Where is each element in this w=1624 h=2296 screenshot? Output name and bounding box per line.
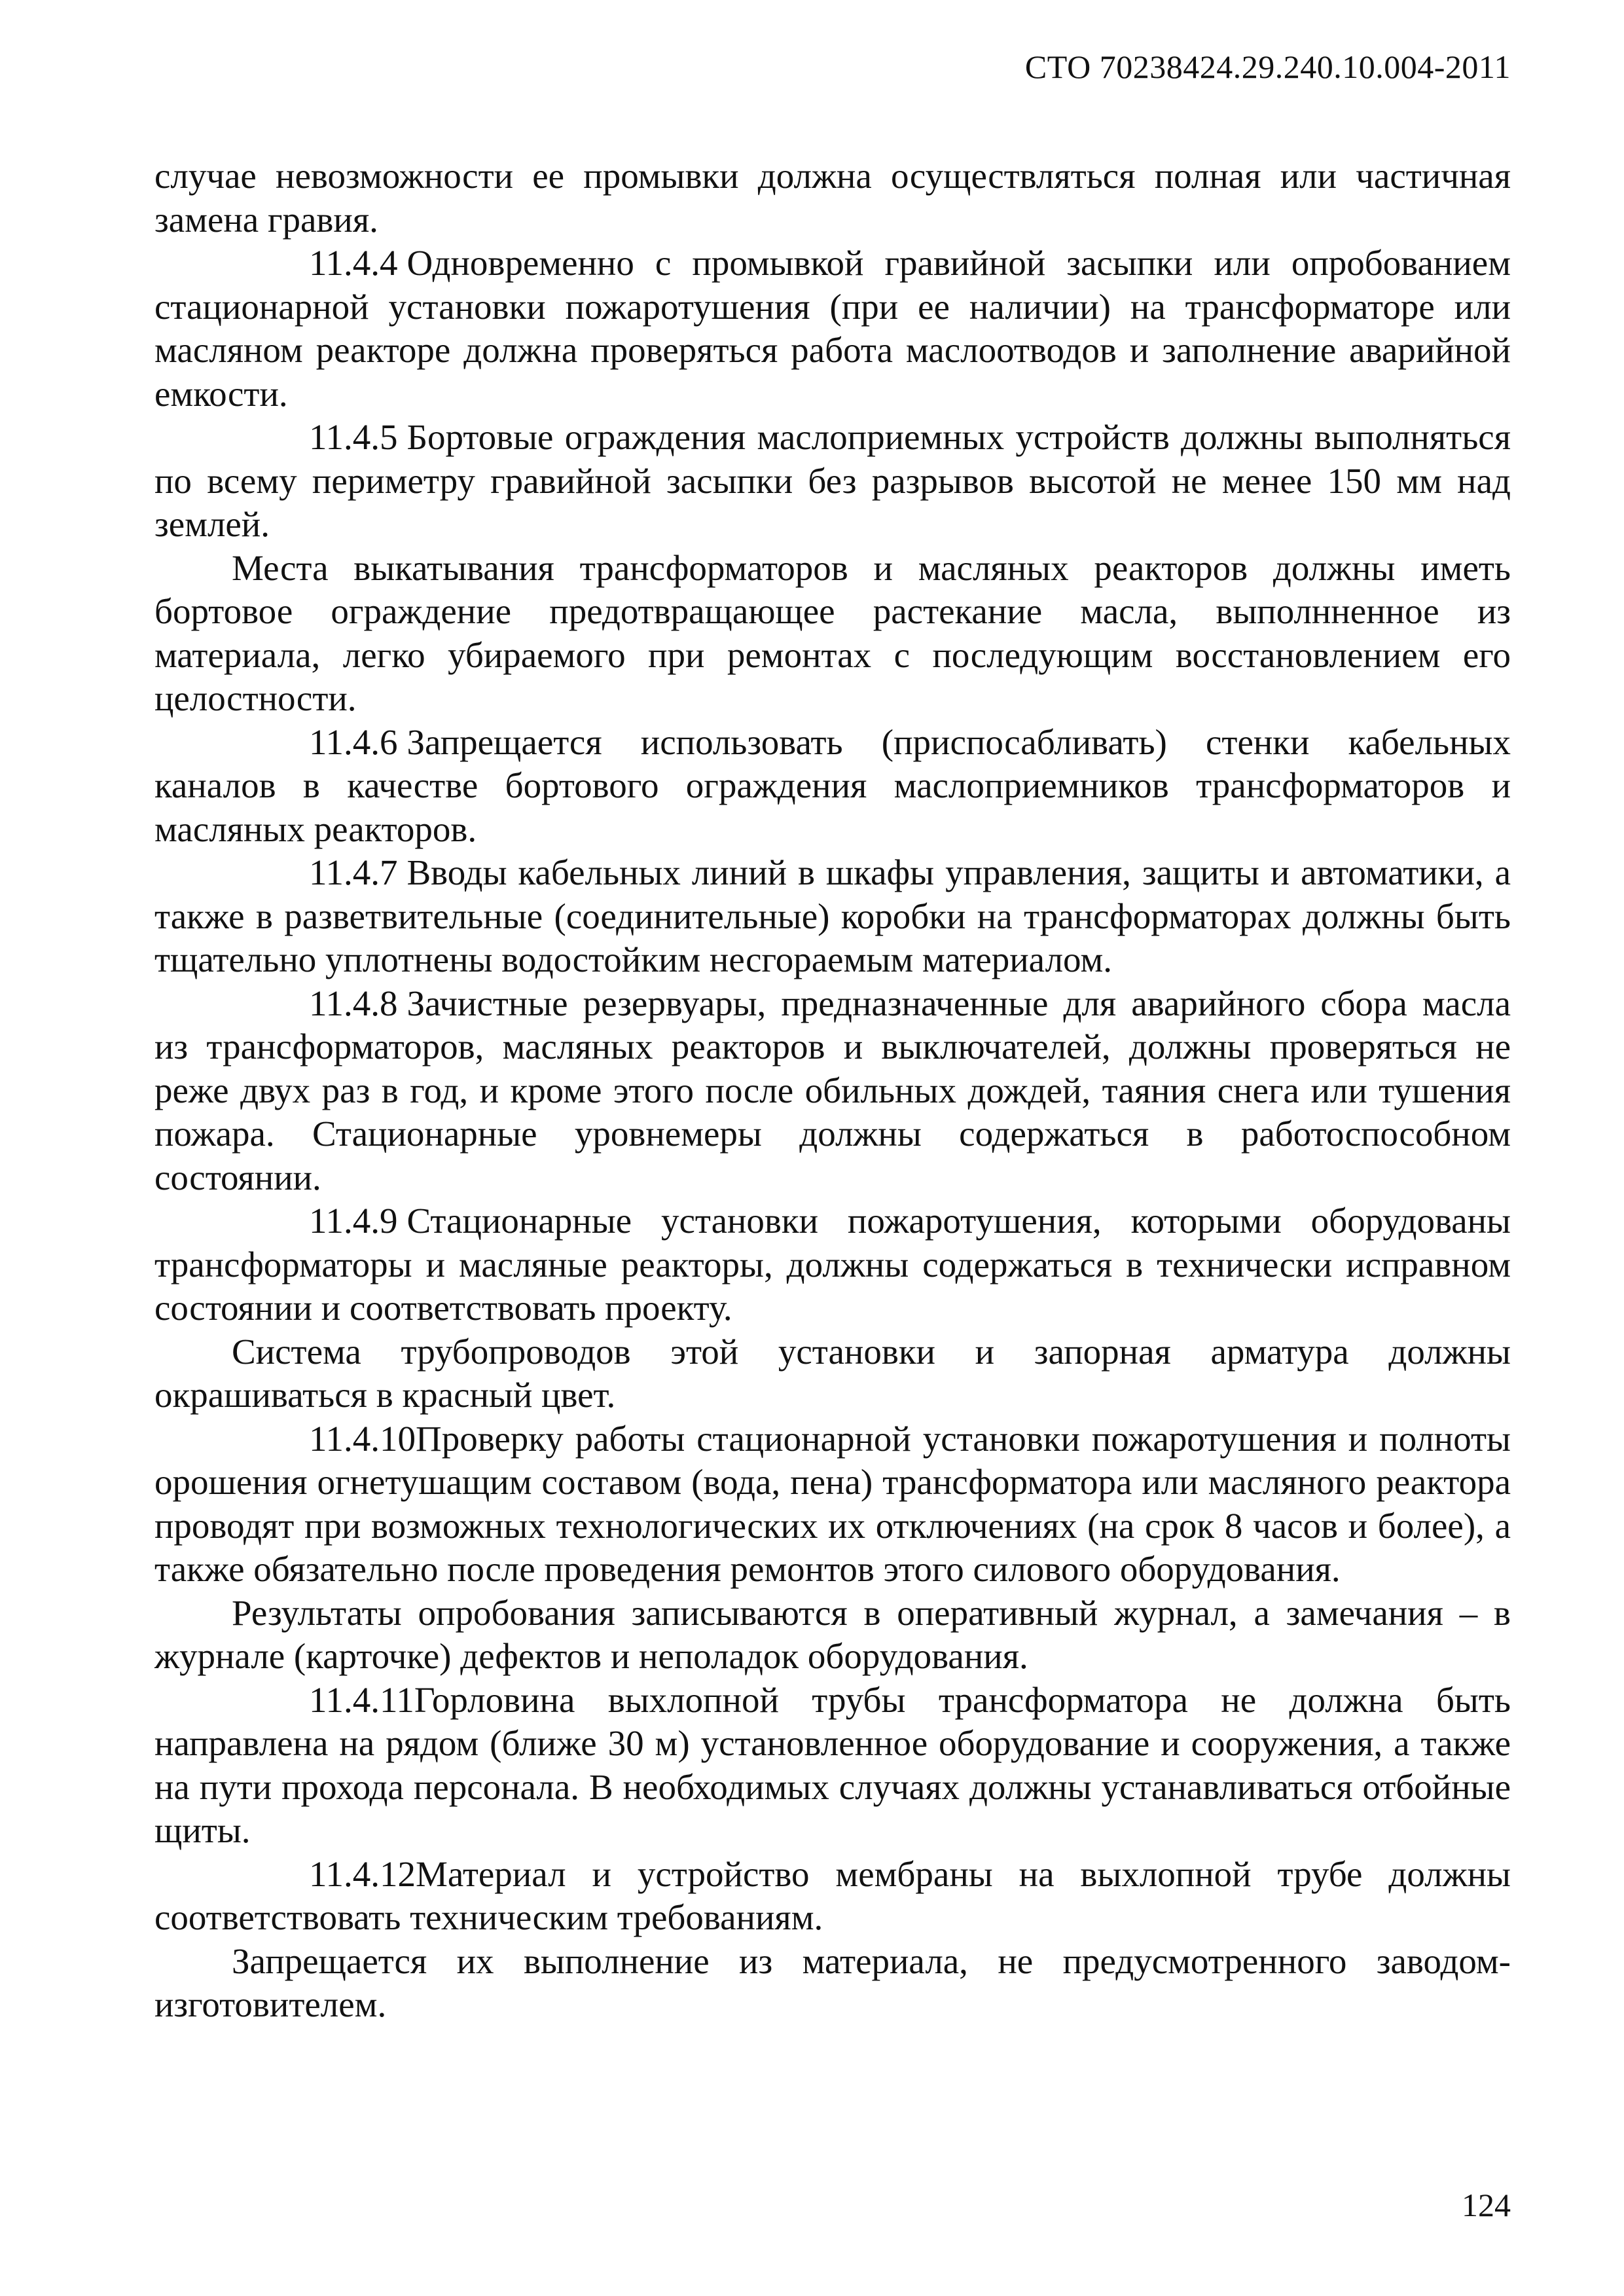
paragraph-rollout-areas [154,547,1511,721]
paragraph-text: Запрещается их выполнение из материала, не предусмотренного заводом-изготовителем. [154,1941,1511,2024]
clause-number: 11.4.8 [309,983,398,1023]
clause-11-4-11 [154,1679,1511,1853]
clause-11-4-5 [154,416,1511,547]
clause-text: Горловина выхлопной трубы трансформатора не должна быть направлена на рядом (ближе 30 м) установленное оборудование и сооружения, а также на пути прохода персонала. В необходимых случаях должны устанавливаться отбойные щиты. [154,1679,1511,1850]
clause-text: Материал и устройство мембраны на выхлопной трубе должны соответствовать техническим требованиям. [154,1853,1511,1937]
clause-number: 11.4.4 [309,243,398,283]
clause-text: Одновременно с промывкой гравийной засыпки или опробованием стационарной установки пожаротушения (при ее наличии) на трансформаторе или масляном реакторе должна проверяться работа маслоотводов и заполнение аварийной емкости. [154,243,1511,414]
clause-11-4-12 [154,1853,1511,1940]
document-code-header: СТО 70238424.29.240.10.004-2011 [1024,48,1511,85]
paragraph-test-results [154,1592,1511,1679]
paragraph-text: Места выкатывания трансформаторов и масляных реакторов должны иметь бортовое ограждение предотвращающее растекание масла, выполнненное из материала, легко убираемого при ремонтах с последующим восстановлением его целостности. [154,547,1511,718]
paragraph-material-prohibition [154,1940,1511,2027]
clause-11-4-8 [154,982,1511,1200]
clause-number: 11.4.10 [309,1418,416,1459]
clause-11-4-7 [154,851,1511,982]
paragraph-continuation [154,155,1511,242]
clause-11-4-6 [154,721,1511,852]
clause-number: 11.4.11 [309,1679,414,1720]
clause-number: 11.4.6 [309,721,398,762]
document-body [154,155,1511,2027]
page-number: 124 [1462,2187,1511,2223]
clause-text: Запрещается использовать (приспосабливать) стенки кабельных каналов в качестве бортового ограждения маслоприемников трансформаторов и масляных реакторов. [154,721,1511,849]
clause-number: 11.4.7 [309,852,398,892]
paragraph-text: Результаты опробования записываются в оперативный журнал, а замечания – в журнале (карточке) дефектов и неполадок оборудования. [154,1592,1511,1676]
paragraph-text: Система трубопроводов этой установки и запорная арматура должны окрашиваться в красный цвет. [154,1331,1511,1415]
clause-text: Стационарные установки пожаротушения, которыми оборудованы трансформаторы и масляные реакторы, должны содержаться в технически исправном состоянии и соответствовать проекту. [154,1201,1511,1328]
clause-text: Зачистные резервуары, предназначенные для аварийного сбора масла из трансформаторов, масляных реакторов и выключателей, должны проверяться не реже двух раз в год, и кроме этого после обильных дождей, таяния снега или тушения пожара. Стационарные уровнемеры должны содержаться в работоспособном состоянии. [154,983,1511,1197]
paragraph-text: случае невозможности ее промывки должна осуществляться полная или частичная замена гравия. [154,156,1511,240]
paragraph-pipe-color [154,1330,1511,1417]
clause-number: 11.4.9 [309,1201,398,1241]
clause-11-4-4 [154,242,1511,416]
clause-number: 11.4.12 [309,1853,416,1894]
clause-text: Бортовые ограждения маслоприемных устройств должны выполняться по всему периметру гравийной засыпки без разрывов высотой не менее 150 мм над землей. [154,417,1511,544]
clause-text: Проверку работы стационарной установки пожаротушения и полноты орошения огнетушащим составом (вода, пена) трансформатора или масляного реактора проводят при возможных технологических их отключениях (на срок 8 часов и более), а также обязательно после проведения ремонтов этого силового оборудования. [154,1418,1511,1589]
clause-11-4-10 [154,1417,1511,1592]
clause-11-4-9 [154,1199,1511,1330]
clause-text: Вводы кабельных линий в шкафы управления, защиты и автоматики, а также в разветвительные (соединительные) коробки на трансформаторах должны быть тщательно уплотнены водостойким несгораемым материалом. [154,852,1511,979]
clause-number: 11.4.5 [309,417,398,457]
